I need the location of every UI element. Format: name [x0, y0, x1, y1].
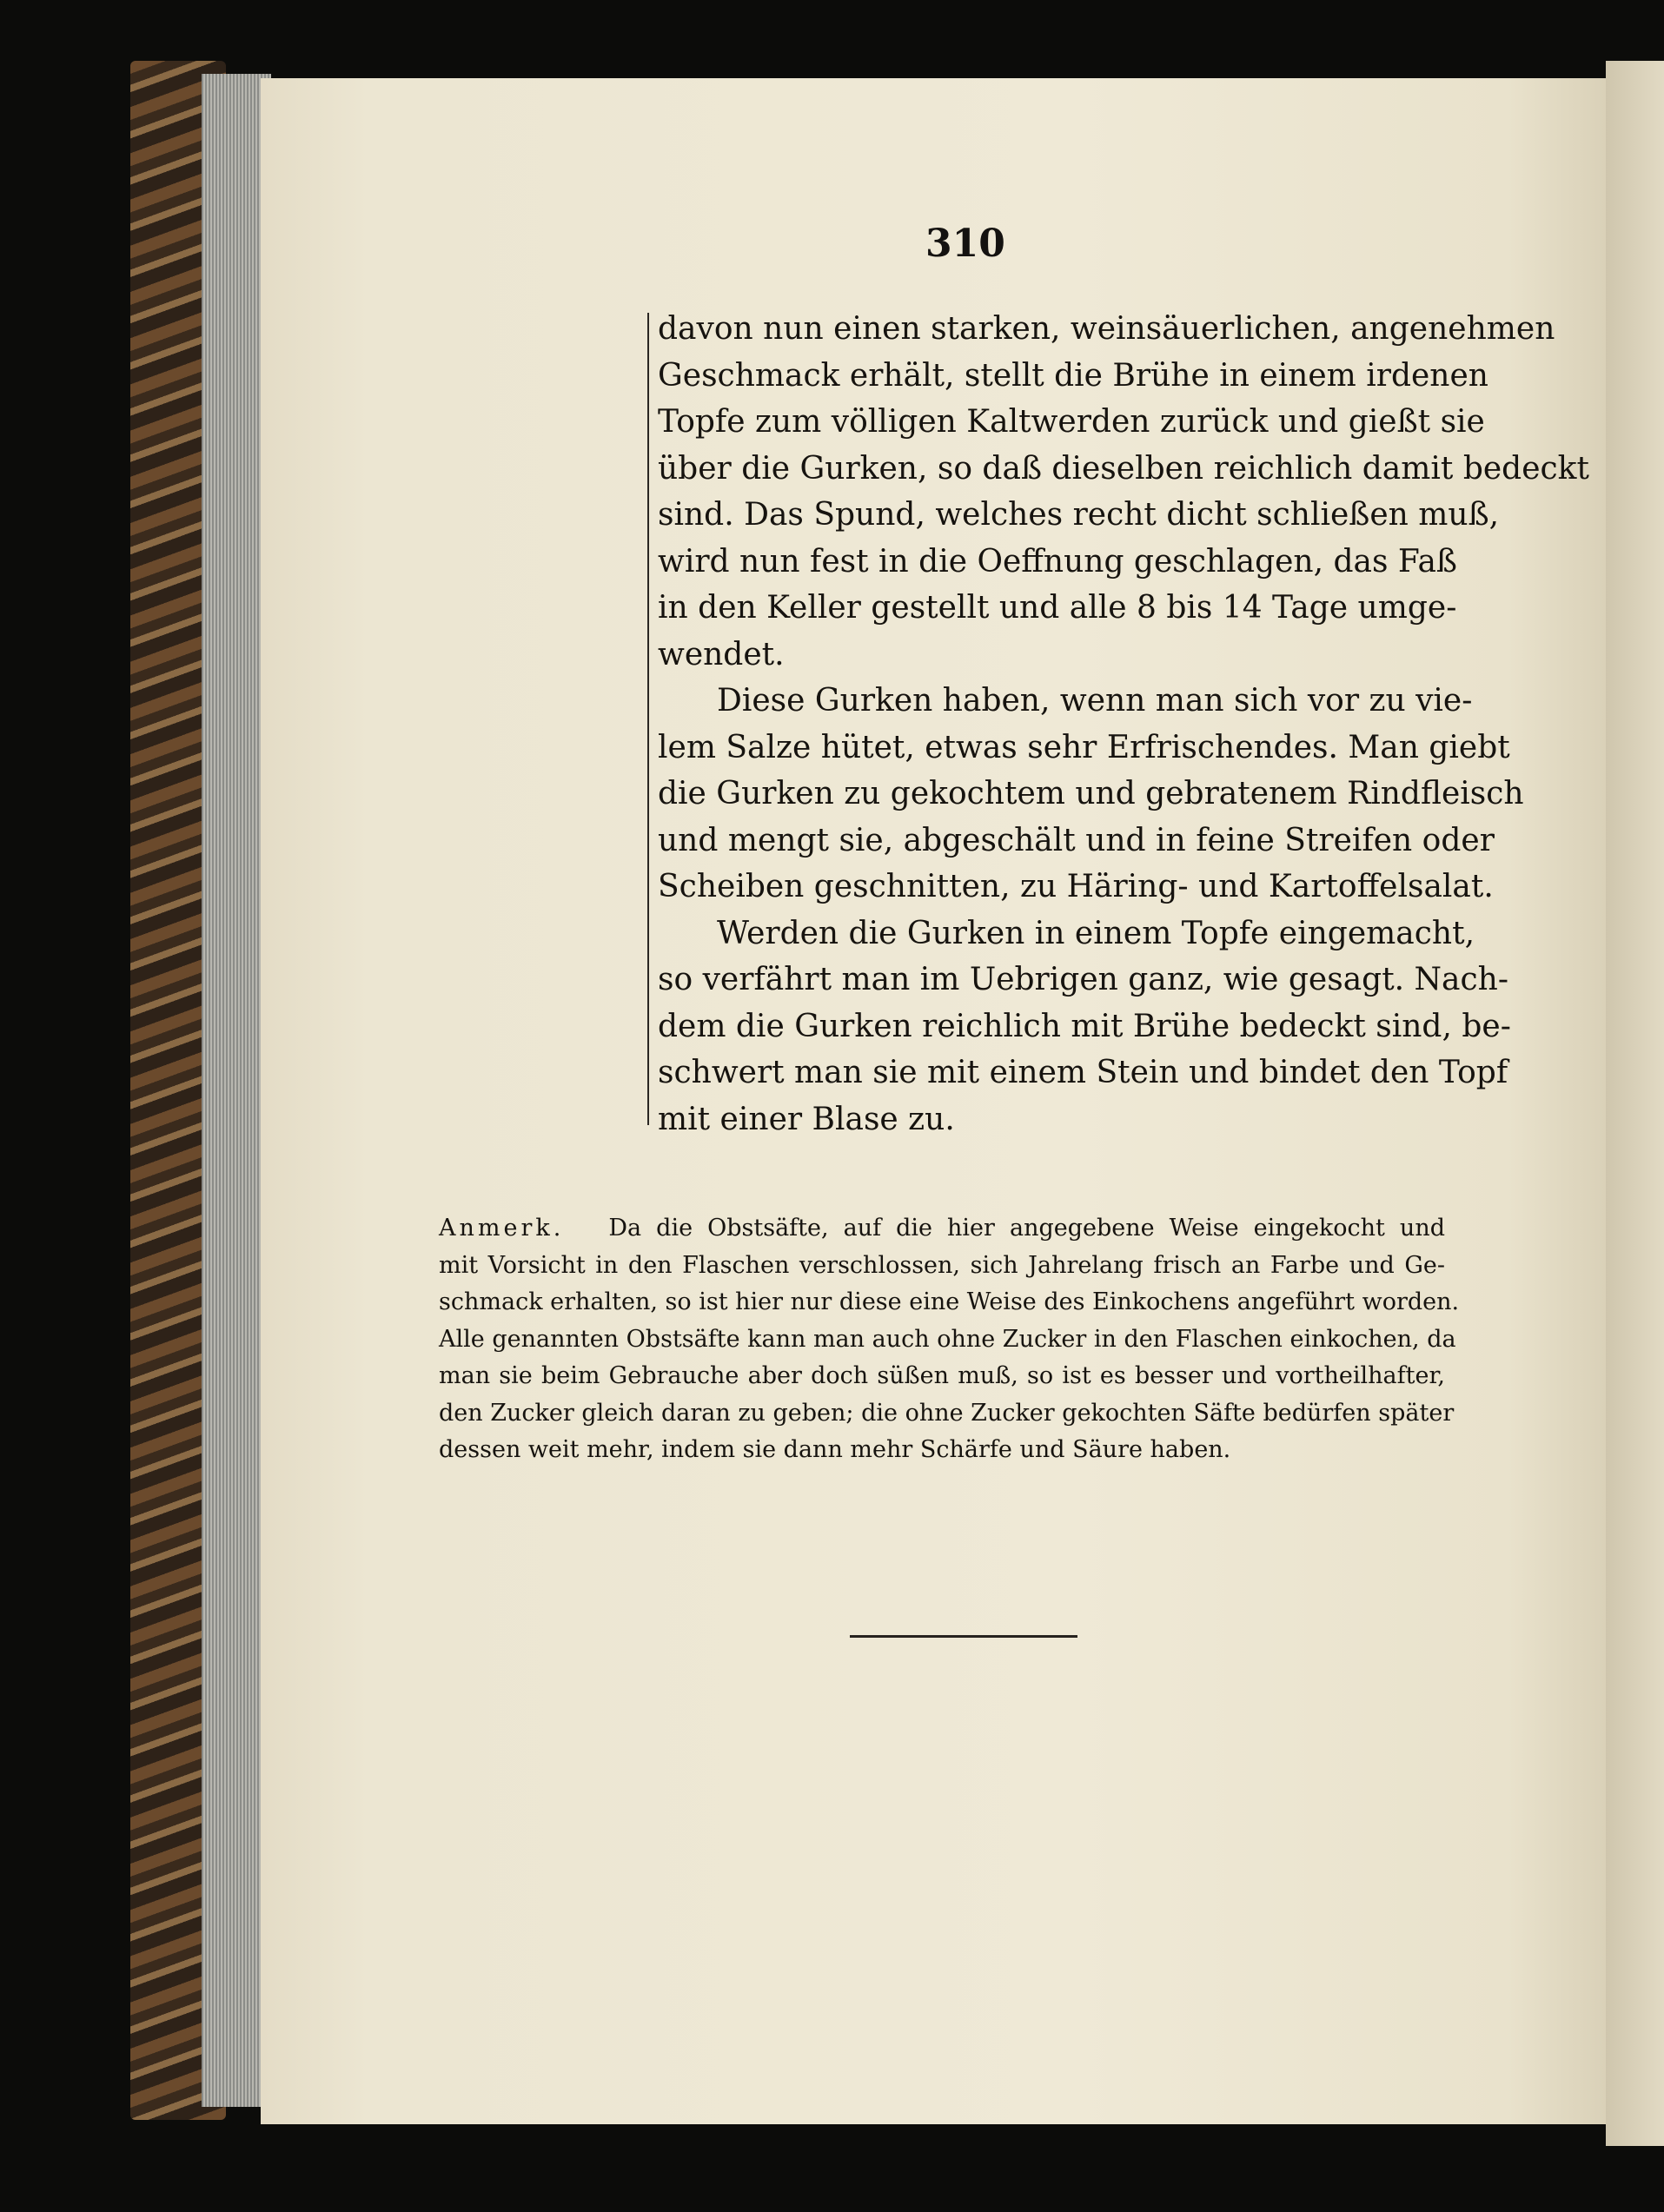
page-number: 310	[925, 222, 1005, 266]
facing-page-edge	[1606, 61, 1664, 2146]
text-line: dem die Gurken reichlich mit Brühe bedeckt sind, be-	[658, 1008, 1511, 1044]
text-line: Topfe zum völligen Kaltwerden zurück und gießt sie	[658, 404, 1485, 440]
note-line: Alle genannten Obstsäfte kann man auch ohne Zucker in den Flaschen einkochen, da	[439, 1325, 1456, 1353]
text-line: und mengt sie, abgeschält und in feine Streifen oder	[658, 822, 1495, 858]
text-line: in den Keller gestellt und alle 8 bis 14 Tage umge-	[658, 590, 1457, 626]
note-line: den Zucker gleich daran zu geben; die ohne Zucker gekochten Säfte bedürfen später	[439, 1399, 1455, 1427]
text-line: die Gurken zu gekochtem und gebratenem Rindfleisch	[658, 776, 1524, 811]
text-line: Scheiben geschnitten, zu Häring- und Kartoffelsalat.	[658, 869, 1494, 904]
text-line: sind. Das Spund, welches recht dicht schließen muß,	[658, 497, 1500, 533]
note-line: man sie beim Gebrauche aber doch süßen muß, so ist es besser und vortheilhafter,	[439, 1362, 1445, 1389]
text-line: davon nun einen starken, weinsäuerlichen, angenehmen	[658, 311, 1555, 347]
note-line: dessen weit mehr, indem sie dann mehr Schärfe und Säure haben.	[439, 1436, 1231, 1463]
text-line: so verfährt man im Uebrigen ganz, wie gesagt. Nach-	[658, 962, 1509, 997]
text-line: Diese Gurken haben, wenn man sich vor zu vie-	[717, 683, 1473, 719]
text-line: lem Salze hütet, etwas sehr Erfrischendes. Man giebt	[658, 729, 1510, 765]
text-line: mit einer Blase zu.	[658, 1101, 955, 1137]
text-line: wendet.	[658, 636, 785, 672]
text-line: wird nun fest in die Oeffnung geschlagen, das Faß	[658, 543, 1457, 579]
margin-rule	[647, 313, 649, 1125]
note-label: Anmerk.	[439, 1215, 565, 1242]
main-text-block	[658, 306, 1589, 1142]
text-line: Geschmack erhält, stellt die Brühe in einem irdenen	[658, 357, 1488, 394]
note-line	[439, 1210, 1445, 1248]
note-line-text: Da die Obstsäfte, auf die hier angegebene Weise eingekocht und	[608, 1215, 1445, 1242]
text-line: Werden die Gurken in einem Topfe eingemacht,	[717, 915, 1475, 951]
note-line: schmack erhalten, so ist hier nur diese eine Weise des Einkochens angeführt worden.	[439, 1288, 1460, 1315]
closing-rule	[850, 1635, 1077, 1638]
note-line: mit Vorsicht in den Flaschen verschlossen, sich Jahrelang frisch an Farbe und Ge-	[439, 1251, 1445, 1279]
footnote-block	[439, 1210, 1460, 1469]
text-line: schwert man sie mit einem Stein und bindet den Topf	[658, 1055, 1508, 1090]
text-line: über die Gurken, so daß dieselben reichlich damit bedeckt	[658, 450, 1589, 487]
